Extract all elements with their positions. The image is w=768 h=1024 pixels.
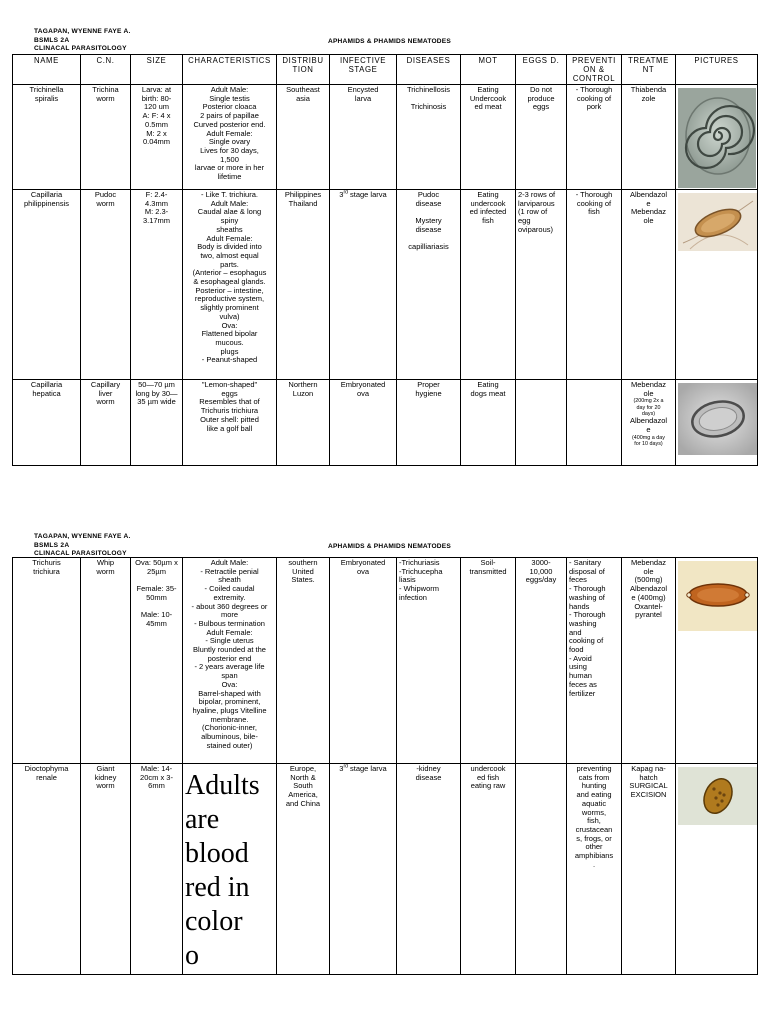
cell-characteristics: Adult Male: - Retractile penial sheath - Coiled caudal extremity. - about 360 degrees or more - Bulbous termination Adult Female: - Single uterus Bluntly rounded at the posterior end - 2 years average life span Ova: Barrel-shaped with bipolar, prominent, hyaline, plugs Vitelline membrane. (Chorionic-inner, albuminous, bile- stained outer): [183, 558, 277, 764]
cell-distribution: Northern Luzon: [277, 380, 330, 466]
cell-infective-stage: 3rd stage larva: [330, 190, 397, 380]
treatment-drug-2: Albendazol e: [629, 416, 668, 434]
cell-eggs: 2-3 rows of larviparous (1 row of egg oviparous): [516, 190, 567, 380]
cell-prevention: - Sanitary disposal of feces - Thorough washing of hands - Thorough washing and cooking of food - Avoid using human feces as fertilizer: [567, 558, 622, 764]
section: BSMLS 2A: [34, 36, 70, 44]
cell-treatment: Kapag na- hatch SURGICAL EXCISION: [622, 764, 676, 975]
col-header-diseases: DISEASES: [397, 55, 461, 85]
cell-distribution: Philippines Thailand: [277, 190, 330, 380]
cell-prevention: - Thorough cooking of pork: [567, 85, 622, 190]
treatment-dose-2: (400mg a day for 10 days): [632, 434, 665, 447]
cell-diseases: Trichinellosis Trichinosis: [397, 85, 461, 190]
cell-eggs: [516, 380, 567, 466]
cell-treatment: Albendazol e Mebendaz ole: [622, 190, 676, 380]
table-row: [13, 764, 758, 975]
cell-mot: Eating dogs meat: [461, 380, 516, 466]
characteristics-large-text: Adults are blood red in color o: [185, 770, 260, 971]
coiled-larva-micrograph: [678, 88, 756, 188]
cell-infective-stage: 3rd stage larva: [330, 764, 397, 975]
col-header-eggs: EGGS D.: [516, 55, 567, 85]
col-header-pictures: PICTURES: [676, 55, 758, 85]
cell-infective-stage: Embryonated ova: [330, 558, 397, 764]
cell-characteristics: "Lemon-shaped" eggs Resembles that of Trichuris trichiura Outer shell: pitted like a golf ball: [183, 380, 277, 466]
cell-size: Ova: 50µm x 25µm Female: 35- 50mm Male: 10- 45mm: [131, 558, 183, 764]
cell-diseases: Pudoc disease Mystery disease capilliariasis: [397, 190, 461, 380]
cell-common-name: Whip worm: [81, 558, 131, 764]
cell-common-name: Pudoc worm: [81, 190, 131, 380]
col-header-infective-stage: INFECTIVE STAGE: [330, 55, 397, 85]
cell-prevention: preventing cats from hunting and eating aquatic worms, fish, crustacean s, frogs, or other amphibians .: [567, 764, 622, 975]
cell-distribution: southern United States.: [277, 558, 330, 764]
cell-size: F: 2.4- 4.3mm M: 2.3- 3.17mm: [131, 190, 183, 380]
cell-distribution: Southeast asia: [277, 85, 330, 190]
cell-picture: [676, 190, 758, 380]
cell-infective-stage: Encysted larva: [330, 85, 397, 190]
col-header-name: NAME: [13, 55, 81, 85]
cell-eggs: [516, 764, 567, 975]
cell-eggs: Do not produce eggs: [516, 85, 567, 190]
section: BSMLS 2A: [34, 541, 70, 549]
col-header-treatment: TREATME NT: [622, 55, 676, 85]
header-row: [13, 55, 758, 85]
cell-name: Dioctophyma renale: [13, 764, 81, 975]
cell-prevention: [567, 380, 622, 466]
cell-picture: [676, 558, 758, 764]
cell-picture: [676, 764, 758, 975]
cell-mot: Soil- transmitted: [461, 558, 516, 764]
student-name: TAGAPAN, WYENNE FAYE A.: [34, 28, 131, 35]
cell-size: Larva: at birth: 80- 120 um A: F: 4 x 0.5mm M: 2 x 0.04mm: [131, 85, 183, 190]
cell-diseases: -Trichuriasis -Trichucepha liasis - Whipworm infection: [397, 558, 461, 764]
cell-size: Male: 14- 20cm x 3- 6mm: [131, 764, 183, 975]
cell-name: Capillaria hepatica: [13, 380, 81, 466]
cell-eggs: 3000- 10,000 eggs/day: [516, 558, 567, 764]
student-info: [34, 28, 131, 54]
cell-mot: Eating Undercook ed meat: [461, 85, 516, 190]
cell-mot: undercook ed fish eating raw: [461, 764, 516, 975]
student-name: TAGAPAN, WYENNE FAYE A.: [34, 533, 131, 540]
document-title-page-2: APHAMIDS & PHAMIDS NEMATODES: [328, 543, 451, 550]
cell-picture: [676, 380, 758, 466]
cell-name: Trichuris trichiura: [13, 558, 81, 764]
cell-common-name: Giant kidney worm: [81, 764, 131, 975]
cell-diseases: -kidney disease: [397, 764, 461, 975]
subject: CLINACAL PARASITOLOGY: [34, 550, 127, 558]
cell-characteristics: - Like T. trichiura. Adult Male: Caudal alae & long spiny sheaths Adult Female: Body is divided into two, almost equal parts. (Anterior – esophagus & esophageal glands. Posterior – intestine, reproductive system, slightly prominent vulva) Ova: Flattened bipolar mucous. plugs - Peanut-shaped: [183, 190, 277, 380]
col-header-characteristics: CHARACTERISTICS: [183, 55, 277, 85]
cell-diseases: Proper hygiene: [397, 380, 461, 466]
pitted-egg-micrograph: [678, 767, 758, 825]
col-header-cn: C.N.: [81, 55, 131, 85]
treatment-drug-1: Mebendaz ole: [630, 380, 667, 398]
student-info-page-2: [34, 533, 131, 559]
cell-characteristics: [183, 764, 277, 975]
nematode-table-1: [12, 54, 758, 466]
cell-name: Trichinella spiralis: [13, 85, 81, 190]
cell-treatment: Thiabenda zole: [622, 85, 676, 190]
cell-common-name: Trichina worm: [81, 85, 131, 190]
cell-size: 50—70 µm long by 30— 35 µm wide: [131, 380, 183, 466]
cell-treatment: [622, 380, 676, 466]
table-row: [13, 85, 758, 190]
peanut-shaped-egg-micrograph: [678, 193, 758, 251]
cell-characteristics: Adult Male: Single testis Posterior cloaca 2 pairs of papillae Curved posterior end. Adult Female: Single ovary Lives for 30 days, 1,500 larvae or more in her lifetime: [183, 85, 277, 190]
cell-distribution: Europe, North & South America, and China: [277, 764, 330, 975]
treatment-dose-1: (200mg 2x a day for 20 days): [633, 398, 664, 417]
cell-treatment: Mebendaz ole (500mg) Albendazol e (400mg) Oxantel- pyrantel: [622, 558, 676, 764]
col-header-distribution: DISTRIBU TION: [277, 55, 330, 85]
cell-common-name: Capillary liver worm: [81, 380, 131, 466]
table-row: [13, 190, 758, 380]
col-header-mot: MOT: [461, 55, 516, 85]
oval-egg-micrograph: [678, 383, 758, 455]
table-row: [13, 558, 758, 764]
cell-infective-stage: Embryonated ova: [330, 380, 397, 466]
nematode-table-2: [12, 557, 758, 975]
cell-name: Capillaria philippinensis: [13, 190, 81, 380]
document-title: APHAMIDS & PHAMIDS NEMATODES: [328, 38, 451, 45]
cell-mot: Eating undercook ed infected fish: [461, 190, 516, 380]
table-row: [13, 380, 758, 466]
barrel-shaped-egg-micrograph: [678, 561, 758, 631]
col-header-size: SIZE: [131, 55, 183, 85]
cell-prevention: - Thorough cooking of fish: [567, 190, 622, 380]
col-header-prevention: PREVENTI ON & CONTROL: [567, 55, 622, 85]
cell-picture: [676, 85, 758, 190]
subject: CLINACAL PARASITOLOGY: [34, 45, 127, 53]
